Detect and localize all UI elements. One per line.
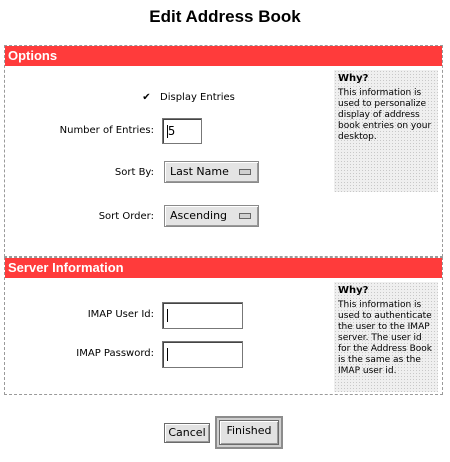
options-why-box xyxy=(334,70,438,192)
options-panel xyxy=(4,45,443,257)
option-menu-icon xyxy=(239,169,251,175)
finished-button[interactable] xyxy=(215,416,283,449)
imap-user-id-label: IMAP User Id: xyxy=(87,309,154,320)
sort-by-dropdown[interactable] xyxy=(164,161,259,183)
finished-button-label: Finished xyxy=(219,420,279,445)
imap-user-id-input[interactable] xyxy=(162,302,243,329)
server-why-box xyxy=(334,282,438,392)
text-cursor xyxy=(167,348,168,361)
options-why-text: This information is used to personalize display of address book entries on your desktop. xyxy=(338,88,432,142)
display-entries-checkbox[interactable]: ✔ xyxy=(142,92,151,103)
sort-order-dropdown[interactable] xyxy=(164,205,259,227)
cancel-button[interactable]: Cancel xyxy=(164,423,210,443)
option-menu-icon xyxy=(239,213,251,219)
sort-order-label: Sort Order: xyxy=(98,211,154,222)
number-of-entries-label: Number of Entries: xyxy=(59,125,154,136)
server-why-text: This information is used to authenticate the user to the IMAP server. The user id for the Address Book is the same as the IMAP user id. xyxy=(338,300,432,376)
display-entries-label: Display Entries xyxy=(160,92,235,103)
imap-password-input[interactable] xyxy=(162,341,243,368)
number-of-entries-input[interactable] xyxy=(162,118,202,144)
sort-by-value: Last Name xyxy=(170,165,229,178)
imap-password-label: IMAP Password: xyxy=(76,348,154,359)
sort-by-label: Sort By: xyxy=(114,167,154,178)
page-title: Edit Address Book xyxy=(149,7,301,26)
text-cursor xyxy=(167,309,168,322)
options-header: Options xyxy=(5,46,442,66)
server-panel xyxy=(4,257,443,395)
sort-order-value: Ascending xyxy=(170,209,228,222)
options-why-title: Why? xyxy=(338,73,369,84)
number-of-entries-value: 5 xyxy=(168,124,176,138)
server-why-title: Why? xyxy=(338,285,369,296)
server-header: Server Information xyxy=(5,258,442,278)
